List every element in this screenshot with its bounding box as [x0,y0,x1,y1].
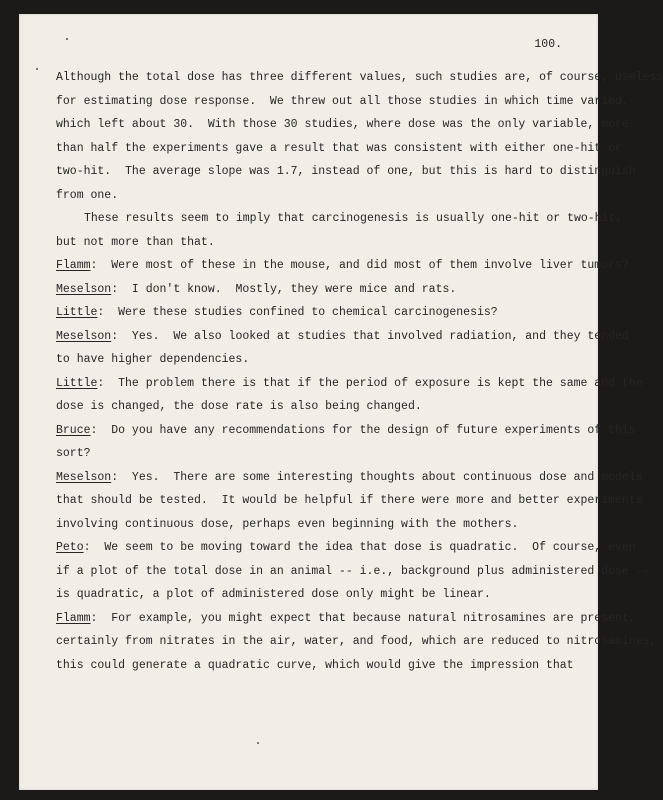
line-text: sort? [56,447,91,460]
speaker-name: Bruce [56,423,91,437]
line-text: : We seem to be moving toward the idea that dose is quadratic. Of course, even [83,541,636,554]
line-text: : The problem there is that if the period of exposure is kept the same and the [97,376,643,390]
stray-mark [66,38,68,40]
line-text: dose is changed, the dose rate is also being changed. [56,400,422,413]
line-text: is quadratic, a plot of administered dose only might be linear. [56,588,491,601]
text-line [56,654,574,678]
text-line [56,513,566,537]
line-text: this could generate a quadratic curve, which would give the impression that [56,658,574,672]
text-line [56,278,566,302]
text-line [56,372,643,396]
line-text: but not more than that. [56,235,215,249]
line-text: which left about 30. With those 30 studies, where dose was the only variable, more [56,118,629,131]
line-text: : I don't know. Mostly, they were mice and rats. [111,282,457,296]
line-text: : For example, you might expect that because natural nitrosamines are present, [90,611,636,625]
line-text: to have higher dependencies. [56,353,250,366]
line-text: if a plot of the total dose in an animal -- i.e., background plus administered dose -- [56,564,650,578]
line-text: certainly from nitrates in the air, water, and food, which are reduced to nitrosamines, [56,635,657,648]
line-text: : Were most of these in the mouse, and did most of them involve liver tumors? [90,259,629,272]
stray-mark [36,68,38,70]
line-text: involving continuous dose, perhaps even beginning with the mothers. [56,517,519,531]
transcript-body [56,66,663,677]
line-text: two-hit. The average slope was 1.7, instead of one, but this is hard to distinguish [56,165,636,178]
text-line [56,583,566,607]
line-text: for estimating dose response. We threw out all those studies in which time varied, [56,94,629,108]
speaker-name: Peto [56,541,84,554]
text-line [56,536,636,560]
text-line [56,90,629,114]
text-line [56,184,566,208]
text-line [56,160,636,184]
stray-mark [257,742,259,744]
speaker-name: Little [56,306,98,319]
speaker-name: Little [56,376,98,390]
line-text: from one. [56,188,119,202]
line-text: These results seem to imply that carcinogenesis is usually one-hit or two-hit, [84,212,623,225]
text-line [56,137,622,161]
text-line [56,560,650,584]
line-text: that should be tested. It would be helpful if there were more and better experiments [56,494,643,507]
speaker-name: Meselson [56,470,112,484]
page-number: 100. [534,38,562,51]
line-text: Although the total dose has three different values, such studies are, of course, useless [56,71,663,84]
text-line [56,419,636,443]
text-line [56,301,566,325]
text-line [56,489,643,513]
text-line [56,207,623,231]
text-line [56,325,629,349]
line-text: : Were these studies confined to chemical carcinogenesis? [97,306,498,319]
document-page [19,14,663,790]
text-line [56,66,663,90]
speaker-name: Flamm [56,611,91,625]
text-line [56,395,566,419]
text-line [56,254,629,278]
speaker-name: Meselson [56,329,112,343]
line-text: : Yes. There are some interesting thoughts about continuous dose and models [111,470,643,484]
line-text: than half the experiments gave a result that was consistent with either one-hit or [56,141,622,155]
text-line [56,607,636,631]
line-text: : Yes. We also looked at studies that involved radiation, and they tended [111,329,629,343]
text-line [56,231,566,255]
text-line [56,442,566,466]
text-line [56,630,657,654]
speaker-name: Meselson [56,282,112,296]
text-line [56,348,566,372]
text-line [56,113,629,137]
speaker-name: Flamm [56,259,91,272]
line-text: : Do you have any recommendations for the design of future experiments of this [90,423,636,437]
text-line [56,466,643,490]
